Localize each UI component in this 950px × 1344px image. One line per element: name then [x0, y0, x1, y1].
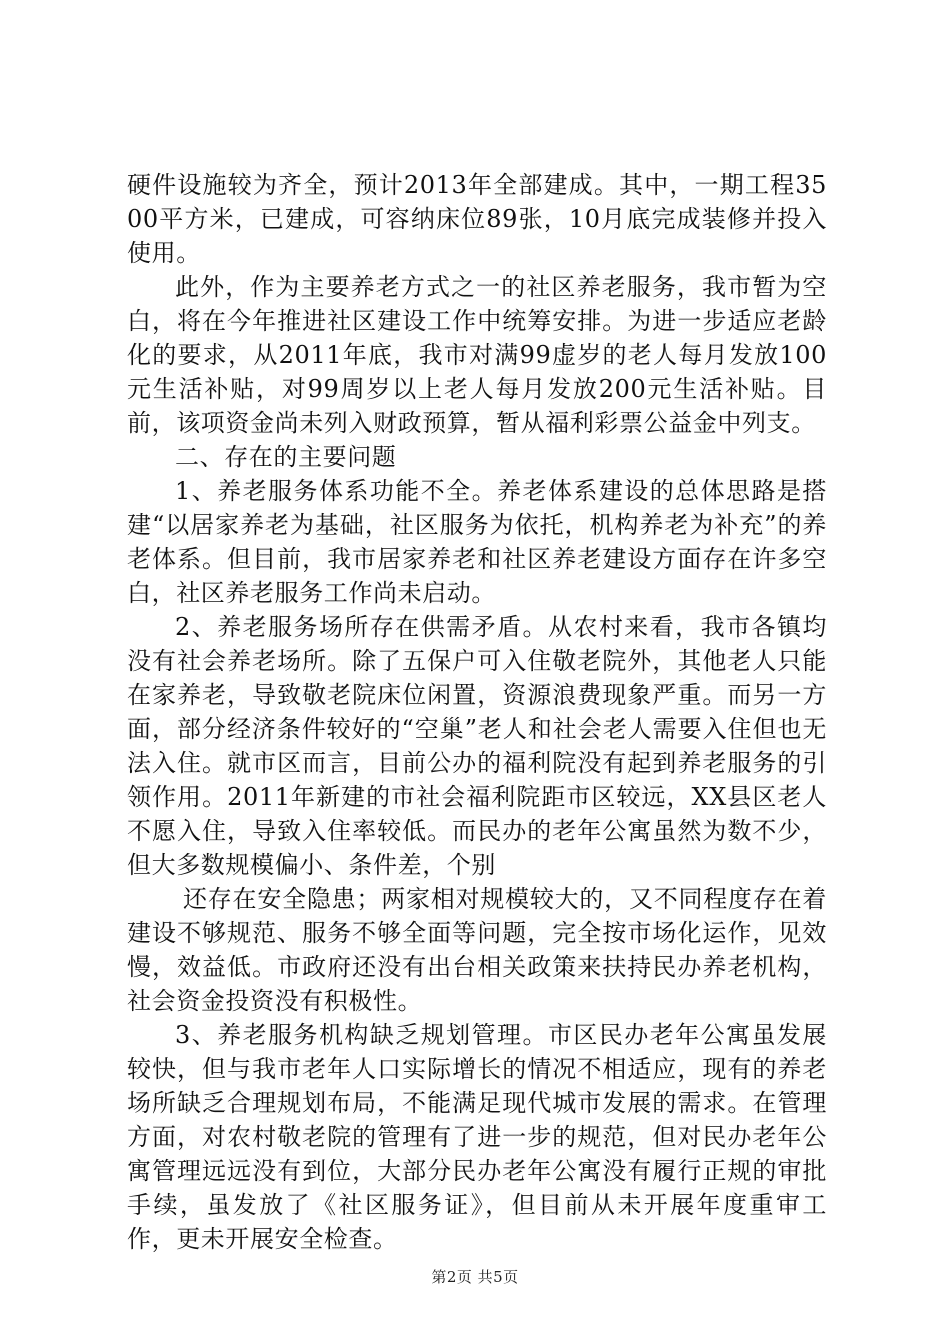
paragraph-problem-1: 1、养老服务体系功能不全。养老体系建设的总体思路是搭建“以居家养老为基础，社区服务为依托，机构养老为补充”的养老体系。但目前，我市居家养老和社区养老建设方面存在许多空白，社区养老服务工作尚未启动。	[127, 477, 827, 607]
section-heading-main-problems: 二、存在的主要问题	[175, 443, 397, 471]
document-body	[127, 168, 827, 1256]
paragraph-facilities: 硬件设施较为齐全，预计2013年全部建成。其中，一期工程3500平方米，已建成，可容纳床位89张，10月底完成装修并投入使用。	[127, 171, 827, 267]
page-number-footer: 第2页 共5页	[431, 1268, 519, 1286]
paragraph-community-service: 此外，作为主要养老方式之一的社区养老服务，我市暂为空白，将在今年推进社区建设工作中统筹安排。为进一步适应老龄化的要求，从2011年底，我市对满99虚岁的老人每月发放100元生活补贴，对99周岁以上老人每月发放200元生活补贴。目前，该项资金尚未列入财政预算，暂从福利彩票公益金中列支。	[127, 273, 827, 437]
paragraph-problem-2: 2、养老服务场所存在供需矛盾。从农村来看，我市各镇均没有社会养老场所。除了五保户可入住敬老院外，其他老人只能在家养老，导致敬老院床位闲置，资源浪费现象严重。而另一方面，部分经济条件较好的“空巢”老人和社会老人需要入住但也无法入住。就市区而言，目前公办的福利院没有起到养老服务的引领作用。2011年新建的市社会福利院距市区较远，XX县区老人不愿入住，导致入住率较低。而民办的老年公寓虽然为数不少，但大多数规模偏小、条件差，个别	[127, 613, 827, 879]
paragraph-problem-3: 3、养老服务机构缺乏规划管理。市区民办老年公寓虽发展较快，但与我市老年人口实际增长的情况不相适应，现有的养老场所缺乏合理规划布局，不能满足现代城市发展的需求。在管理方面，对农村敬老院的管理有了进一步的规范，但对民办老年公寓管理远远没有到位，大部分民办老年公寓没有履行正规的审批手续，虽发放了《社区服务证》，但目前从未开展年度重审工作，更未开展安全检查。	[127, 1021, 827, 1253]
paragraph-problem-2-continued: 还存在安全隐患；两家相对规模较大的，又不同程度存在着建设不够规范、服务不够全面等问题，完全按市场化运作，见效慢，效益低。市政府还没有出台相关政策来扶持民办养老机构，社会资金投资没有积极性。	[127, 885, 827, 1015]
